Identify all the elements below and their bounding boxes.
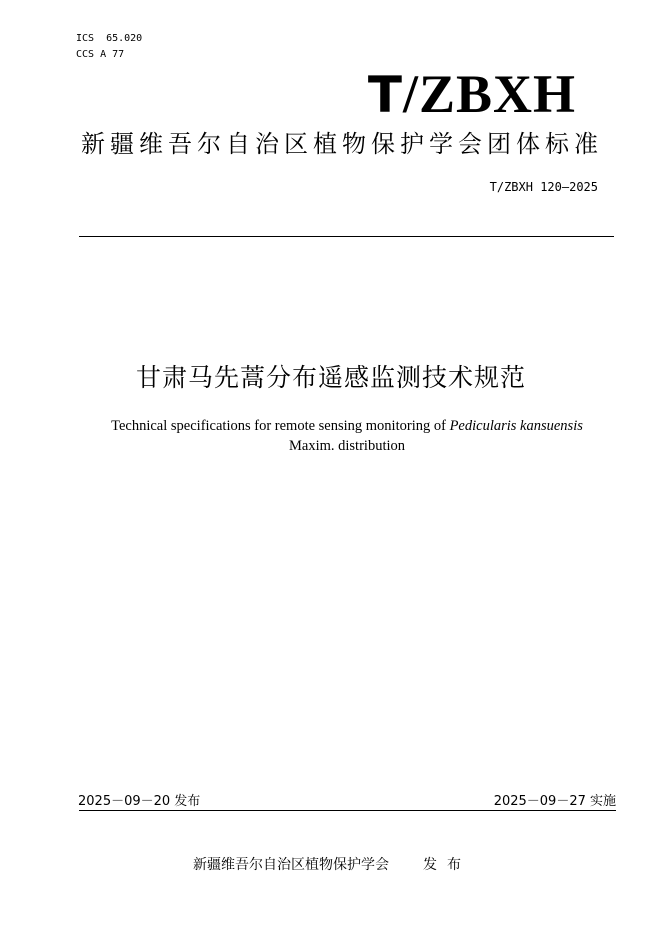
publisher-name: 新疆维吾尔自治区植物保护学会 [193,857,389,873]
document-title-english [60,416,634,456]
publisher-action: 发布 [423,857,471,873]
standard-number: T/ZBXH 120—2025 [489,180,598,194]
classification-codes [76,31,142,63]
publisher-line [193,854,471,874]
organization-standard-title: 新疆维吾尔自治区植物保护学会团体标准 [81,130,603,158]
ics-line [76,31,142,47]
implementation-date: 2025－09－27 实施 [493,794,616,809]
ics-code: 65.020 [106,33,143,44]
ics-label: ICS [76,33,95,44]
ccs-code: A 77 [100,49,125,60]
issue-date: 2025－09－20 发布 [78,794,201,809]
ccs-label: CCS [76,49,95,60]
ccs-line [76,47,142,63]
logo-t: T [367,66,403,124]
title-en-species: Pedicularis kansuensis [449,418,583,434]
standard-logo [368,62,576,127]
title-en-part1: Technical specifications for remote sensing monitoring of [111,418,450,434]
title-en-part2: Maxim. distribution [289,438,405,454]
logo-rest: /ZBXH [402,64,576,124]
document-title-chinese: 甘肃马先蒿分布遥感监测技术规范 [135,363,526,392]
bottom-divider [79,810,616,811]
top-divider [79,236,614,237]
